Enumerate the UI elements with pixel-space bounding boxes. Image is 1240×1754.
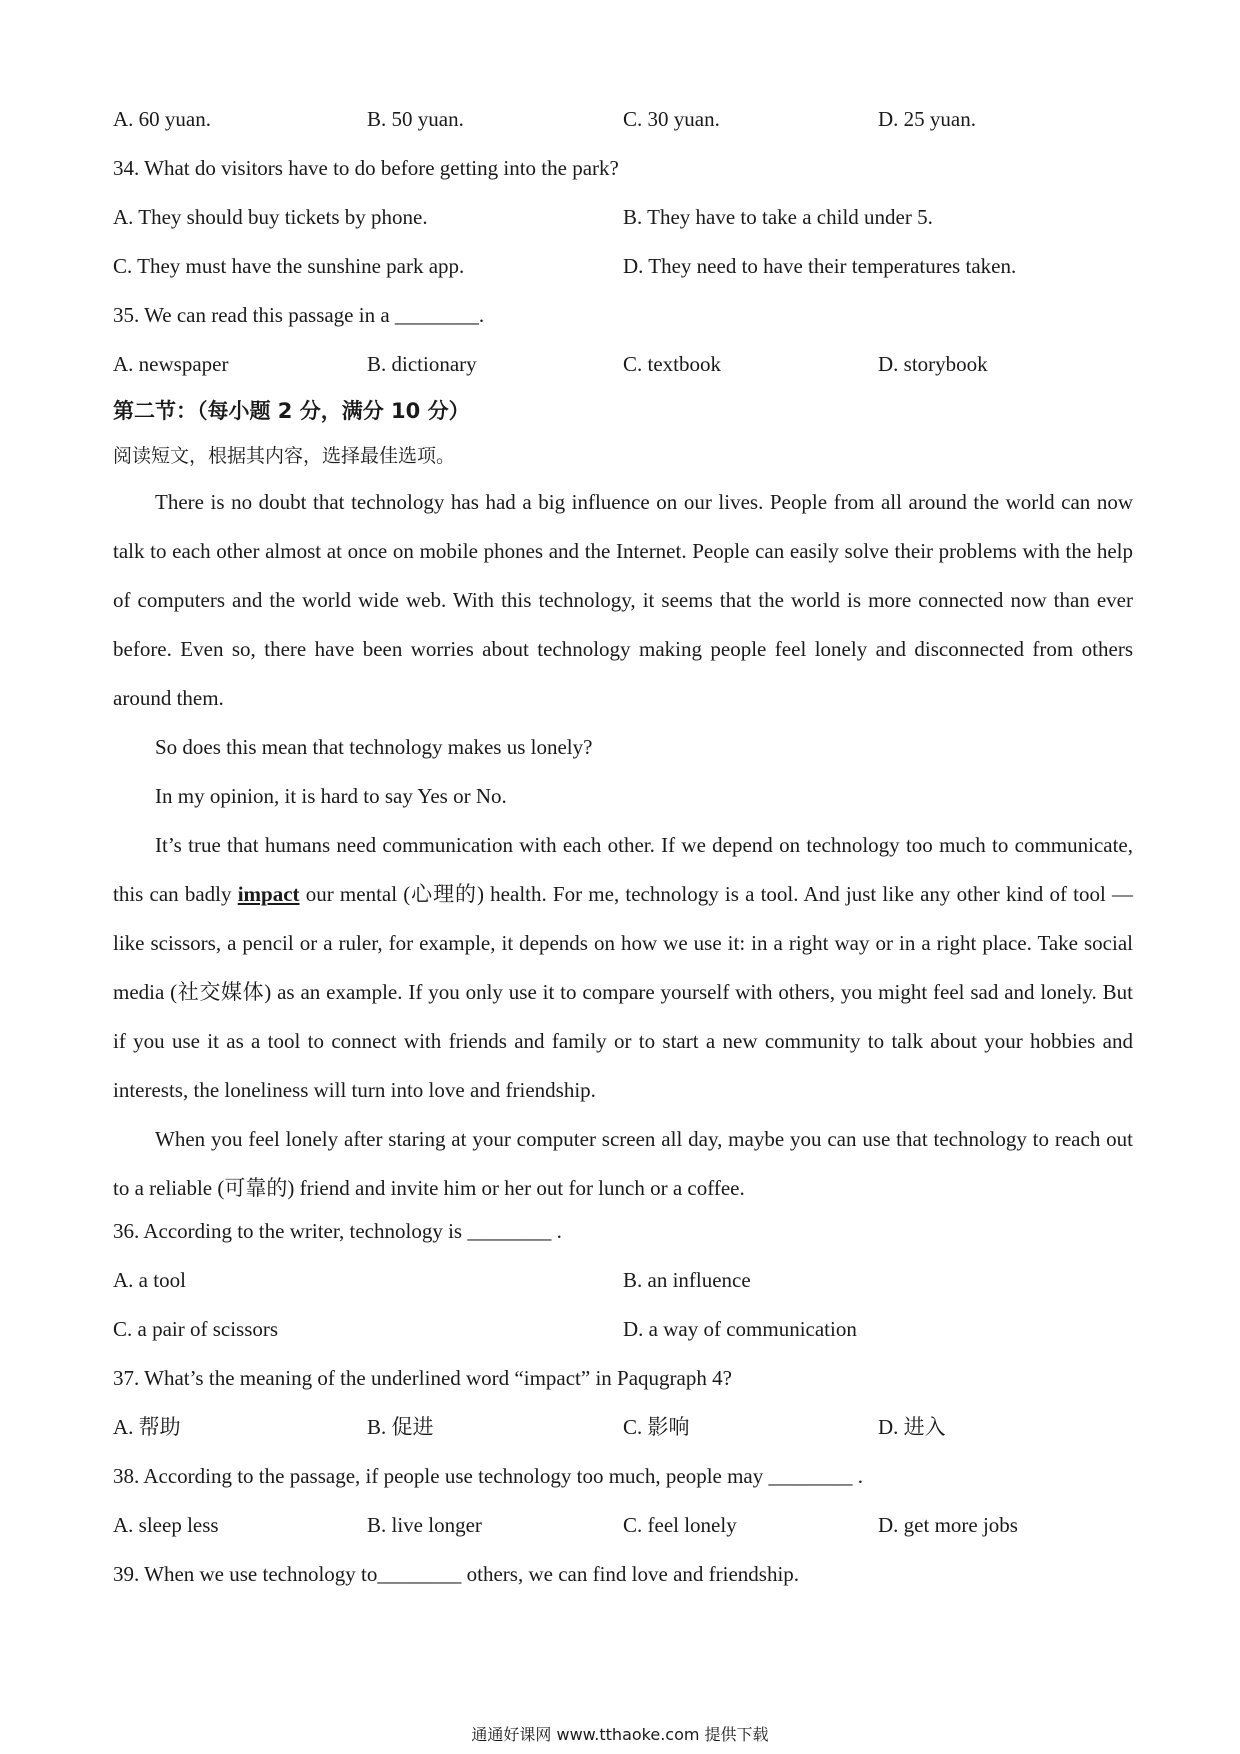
passage-paragraph-4 <box>113 821 1133 1115</box>
passage-paragraph-2 <box>113 723 1133 772</box>
q38-option-a: A. sleep less <box>113 1513 219 1537</box>
q35-option-a: A. newspaper <box>113 352 229 376</box>
q34-option-c: C. They must have the sunshine park app. <box>113 254 465 278</box>
q37-option-a: A. 帮助 <box>113 1415 181 1439</box>
q37-question: 37. What’s the meaning of the underlined word “impact” in Paqugraph 4? <box>113 1366 732 1390</box>
passage-p5-text: When you feel lonely after staring at your computer screen all day, maybe you can use that technology to reach out to a reliable (可靠的) friend and invite him or her out for lunch or a coffee. <box>113 1127 1133 1200</box>
q35-option-b: B. dictionary <box>367 352 477 376</box>
q36-option-c: C. a pair of scissors <box>113 1317 279 1341</box>
q33-option-b: B. 50 yuan. <box>367 107 464 131</box>
passage-paragraph-3 <box>113 772 1133 821</box>
q38-question: 38. According to the passage, if people use technology too much, people may ________ . <box>113 1464 864 1488</box>
q34-option-d: D. They need to have their temperatures taken. <box>623 254 1017 278</box>
q38-option-b: B. live longer <box>367 1513 482 1537</box>
q39-question: 39. When we use technology to________ others, we can find love and friendship. <box>113 1562 800 1586</box>
passage-p4-text-after: our mental (心理的) health. For me, technology is a tool. And just like any other kind of tool — like scissors, a pencil or a ruler, for example, it depends on how we use it: in a right way or in a right place. Take social media (社交媒体) as an example. If you only use it to compare yourself with others, you might feel sad and lonely. But if you use it as a tool to connect with friends and family or to start a new community to talk about your hobbies and interests, the loneliness will turn into love and friendship. <box>113 882 1134 1102</box>
underlined-word-impact: impact <box>237 882 300 906</box>
q34-question: 34. What do visitors have to do before getting into the park? <box>113 156 619 180</box>
footer-watermark: 通通好课网 www.tthaoke.com 提供下载 <box>471 1725 769 1744</box>
q33-option-c: C. 30 yuan. <box>623 107 720 131</box>
q33-option-a: A. 60 yuan. <box>113 107 211 131</box>
q36-option-d: D. a way of communication <box>623 1317 857 1341</box>
q37-option-b: B. 促进 <box>367 1415 434 1439</box>
q36-option-b: B. an influence <box>623 1268 751 1292</box>
passage-p3-text: In my opinion, it is hard to say Yes or No. <box>155 784 507 808</box>
q36-option-a: A. a tool <box>113 1268 186 1292</box>
q35-question: 35. We can read this passage in a ________. <box>113 303 485 327</box>
q38-option-d: D. get more jobs <box>878 1513 1018 1537</box>
section-instruction: 阅读短文，根据其内容，选择最佳选项。 <box>113 445 456 467</box>
passage-paragraph-1 <box>113 478 1133 723</box>
q36-question: 36. According to the writer, technology is ________ . <box>113 1219 562 1243</box>
passage-p1-text: There is no doubt that technology has had a big influence on our lives. People from all around the world can now talk to each other almost at once on mobile phones and the Internet. People can easily solve their problems with the help of computers and the world wide web. With this technology, it seems that the world is more connected now than ever before. Even so, there have been worries about technology making people feel lonely and disconnected from others around them. <box>113 490 1133 710</box>
passage-p4-text-before: It’s true that humans need communication with each other. If we depend on technology too much to communicate, this can badly <box>113 833 1133 906</box>
section-heading: 第二节：（每小题 2 分，满分 10 分） <box>113 399 470 423</box>
q37-option-d: D. 进入 <box>878 1415 946 1439</box>
q34-option-b: B. They have to take a child under 5. <box>623 205 933 229</box>
q37-option-c: C. 影响 <box>623 1415 690 1439</box>
q34-option-a: A. They should buy tickets by phone. <box>113 205 428 229</box>
q35-option-d: D. storybook <box>878 352 988 376</box>
q38-option-c: C. feel lonely <box>623 1513 737 1537</box>
q33-option-d: D. 25 yuan. <box>878 107 976 131</box>
passage-p2-text: So does this mean that technology makes us lonely? <box>155 735 593 759</box>
q35-option-c: C. textbook <box>623 352 721 376</box>
passage-paragraph-5 <box>113 1115 1133 1213</box>
